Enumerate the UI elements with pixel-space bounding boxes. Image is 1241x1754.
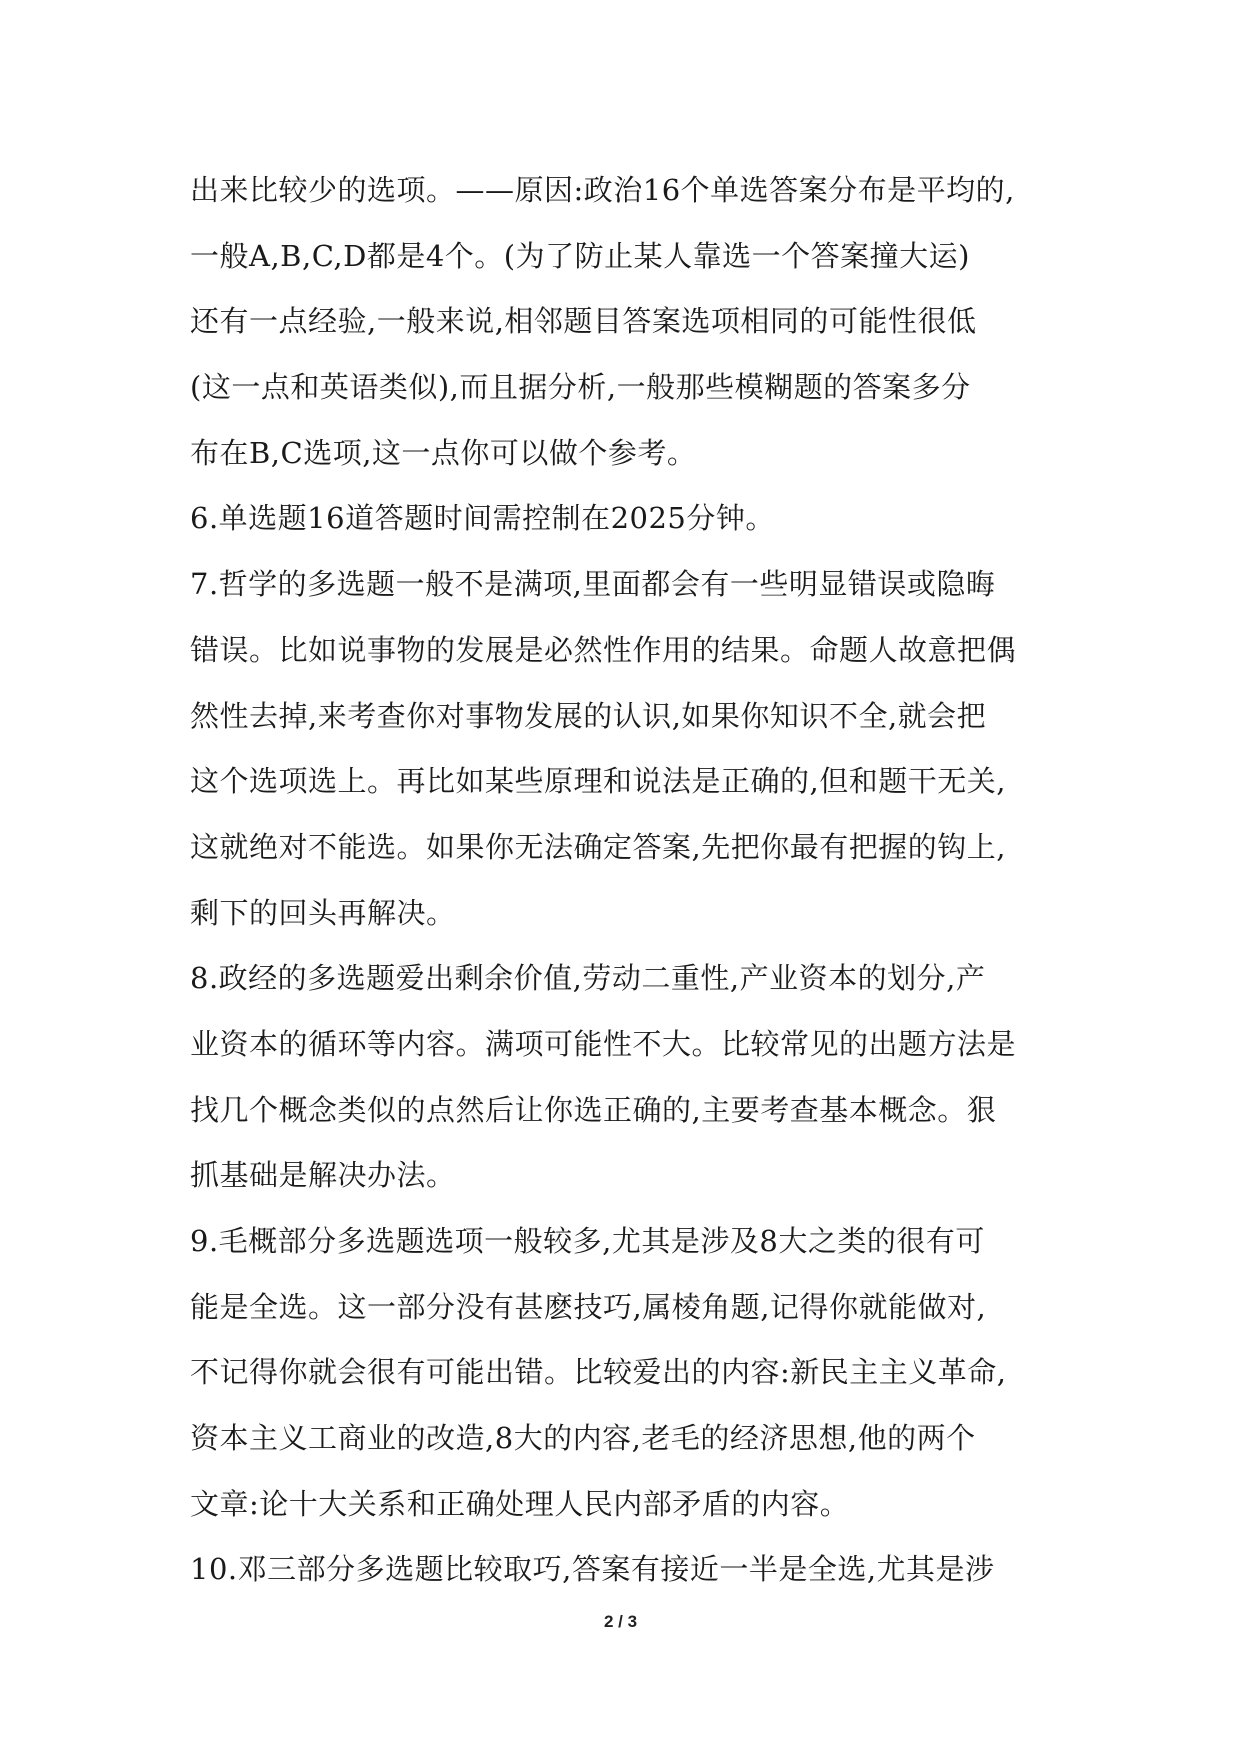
text-line: 这就绝对不能选。如果你无法确定答案,先把你最有把握的钩上, xyxy=(190,829,1006,864)
text-line: 剩下的回头再解决。 xyxy=(190,895,456,930)
text-line: 抓基础是解决办法。 xyxy=(190,1158,456,1193)
text-line: 这个选项选上。再比如某些原理和说法是正确的,但和题干无关, xyxy=(190,764,1006,799)
text-line: 找几个概念类似的点然后让你选正确的,主要考查基本概念。狠 xyxy=(190,1092,997,1127)
text-line: 一般A,B,C,D都是4个。(为了防止某人靠选一个答案撞大运) xyxy=(190,238,970,273)
text-line: 8.政经的多选题爱出剩余价值,劳动二重性,产业资本的划分,产 xyxy=(190,961,986,996)
text-line: 资本主义工商业的改造,8大的内容,老毛的经济思想,他的两个 xyxy=(190,1421,976,1456)
text-line: 文章:论十大关系和正确处理人民内部矛盾的内容。 xyxy=(190,1486,850,1521)
text-line: (这一点和英语类似),而且据分析,一般那些模糊题的答案多分 xyxy=(190,370,971,405)
text-line: 不记得你就会很有可能出错。比较爱出的内容:新民主主义革命, xyxy=(190,1355,1007,1390)
text-line: 错误。比如说事物的发展是必然性作用的结果。命题人故意把偶 xyxy=(190,632,1017,667)
text-line: 9.毛概部分多选题选项一般较多,尤其是涉及8大之类的很有可 xyxy=(190,1224,985,1258)
text-line: 业资本的循环等内容。满项可能性不大。比较常见的出题方法是 xyxy=(190,1026,1017,1061)
document-body xyxy=(190,158,1070,1603)
text-line: 能是全选。这一部分没有甚麽技巧,属棱角题,记得你就能做对, xyxy=(190,1289,987,1324)
text-line: 出来比较少的选项。——原因:政治16个单选答案分布是平均的, xyxy=(190,173,1015,207)
page-number: 2 / 3 xyxy=(603,1612,638,1631)
text-line: 6.单选题16道答题时间需控制在2025分钟。 xyxy=(190,501,775,536)
text-line: 布在B,C选项,这一点你可以做个参考。 xyxy=(190,435,697,470)
text-line: 7.哲学的多选题一般不是满项,里面都会有一些明显错误或隐晦 xyxy=(190,567,996,602)
text-line: 然性去掉,来考查你对事物发展的认识,如果你知识不全,就会把 xyxy=(190,698,987,733)
text-line: 10.邓三部分多选题比较取巧,答案有接近一半是全选,尤其是涉 xyxy=(190,1552,995,1587)
text-line: 还有一点经验,一般来说,相邻题目答案选项相同的可能性很低 xyxy=(190,304,977,339)
